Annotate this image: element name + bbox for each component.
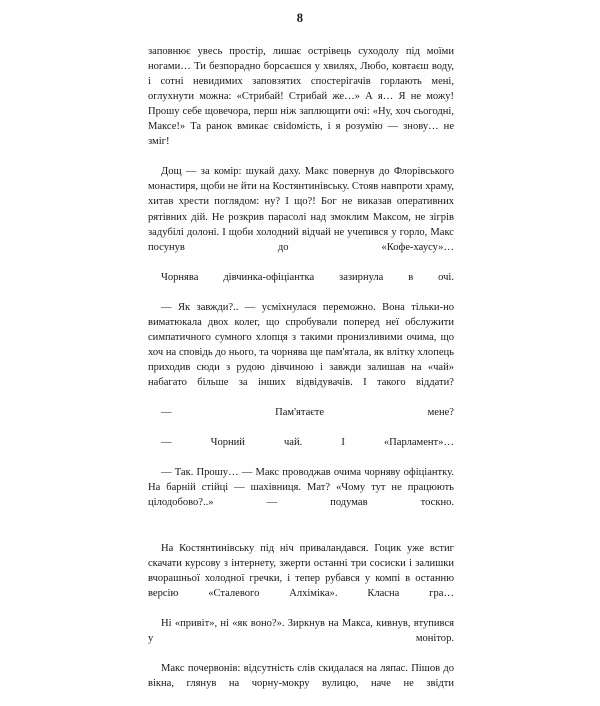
body-paragraph: Ні «привіт», ні «як воно?». Зиркнув на Макса, кивнув, втупився у монітор. [148,617,454,644]
body-paragraph: Дощ — за комір: шукай даху. Макс повернув до Флорівського монастиря, щоби не йти на Костянтинівську. Стояв навпроти храму, хитав хрести поглядом: ну? І що?! Бог не виказав оперативних рятівних дій. Не розкрив парасолі над змоклим Максом, не зігрів задубілі долоні. І щоби холодний відчай не учепився у горло, Макс посунув до «Кофе-хаусу»… [148,166,454,253]
body-paragraph: На Костянтинівську під ніч приваландався. Гоцик уже встиг скачати курсову з інтернету, зжерти останні три сосиски і залишки вчорашньої холодної гречки, і тепер рубався у компі в останню версію «Сталевого Алхіміка». Класна гра… [148,542,454,599]
body-paragraph: — Чорний чай. І «Парламент»… [161,437,454,449]
body-paragraph: Макс почервонів: відсутність слів скидалася на ляпас. Пішов до вікна, глянув на чорну-мокру вулицю, наче не звідти [148,662,454,689]
body-paragraph: заповнює увесь простір, лишає острівець суходолу під моїми ногами… Ти безпорадно борсаєшся у хвилях, Любо, ковтаєш воду, і сотні невидимих заповзятих спостерігачів горлають мені, оглухнути можна: «Стрибай! Стрибай же…» А я… Я не можу! Прошу себе щовечора, перш ніж заплющити очі: «Ну, хоч сьогодні, Максе!» Та ранок вмикає свіdомість, і я розумію — знову… не зміг! [148,46,454,148]
body-paragraph: Чорнява дівчинка-офіціантка зазирнула в очі. [161,271,454,283]
page-number: 8 [296,11,304,25]
body-paragraph: — Пам'ятаєте мене? [161,407,454,419]
body-paragraph: — Так. Прошу… — Макс проводжав очима чорняву офіціантку. На барній стійці — шахівниця. Мат? «Чому тут не працюють цілодобово?..» — подумав тоскно. [148,467,454,509]
body-text-column [148,44,454,706]
body-paragraph: — Як завжди?.. — усміхнулася переможно. Вона тільки-но виматюкала двох колег, що спробували поперед неї обслужити симпатичного сумного хлопця з такими пронизливими очима, що хоч на сповідь до нього, та чорнява ще пам'ятала, як влітку хлопець приходив сюди з рудою дівчиною і завжди залишав на «чай» набагато більше за інших відвідувачів. І такого віддати? [148,301,454,389]
